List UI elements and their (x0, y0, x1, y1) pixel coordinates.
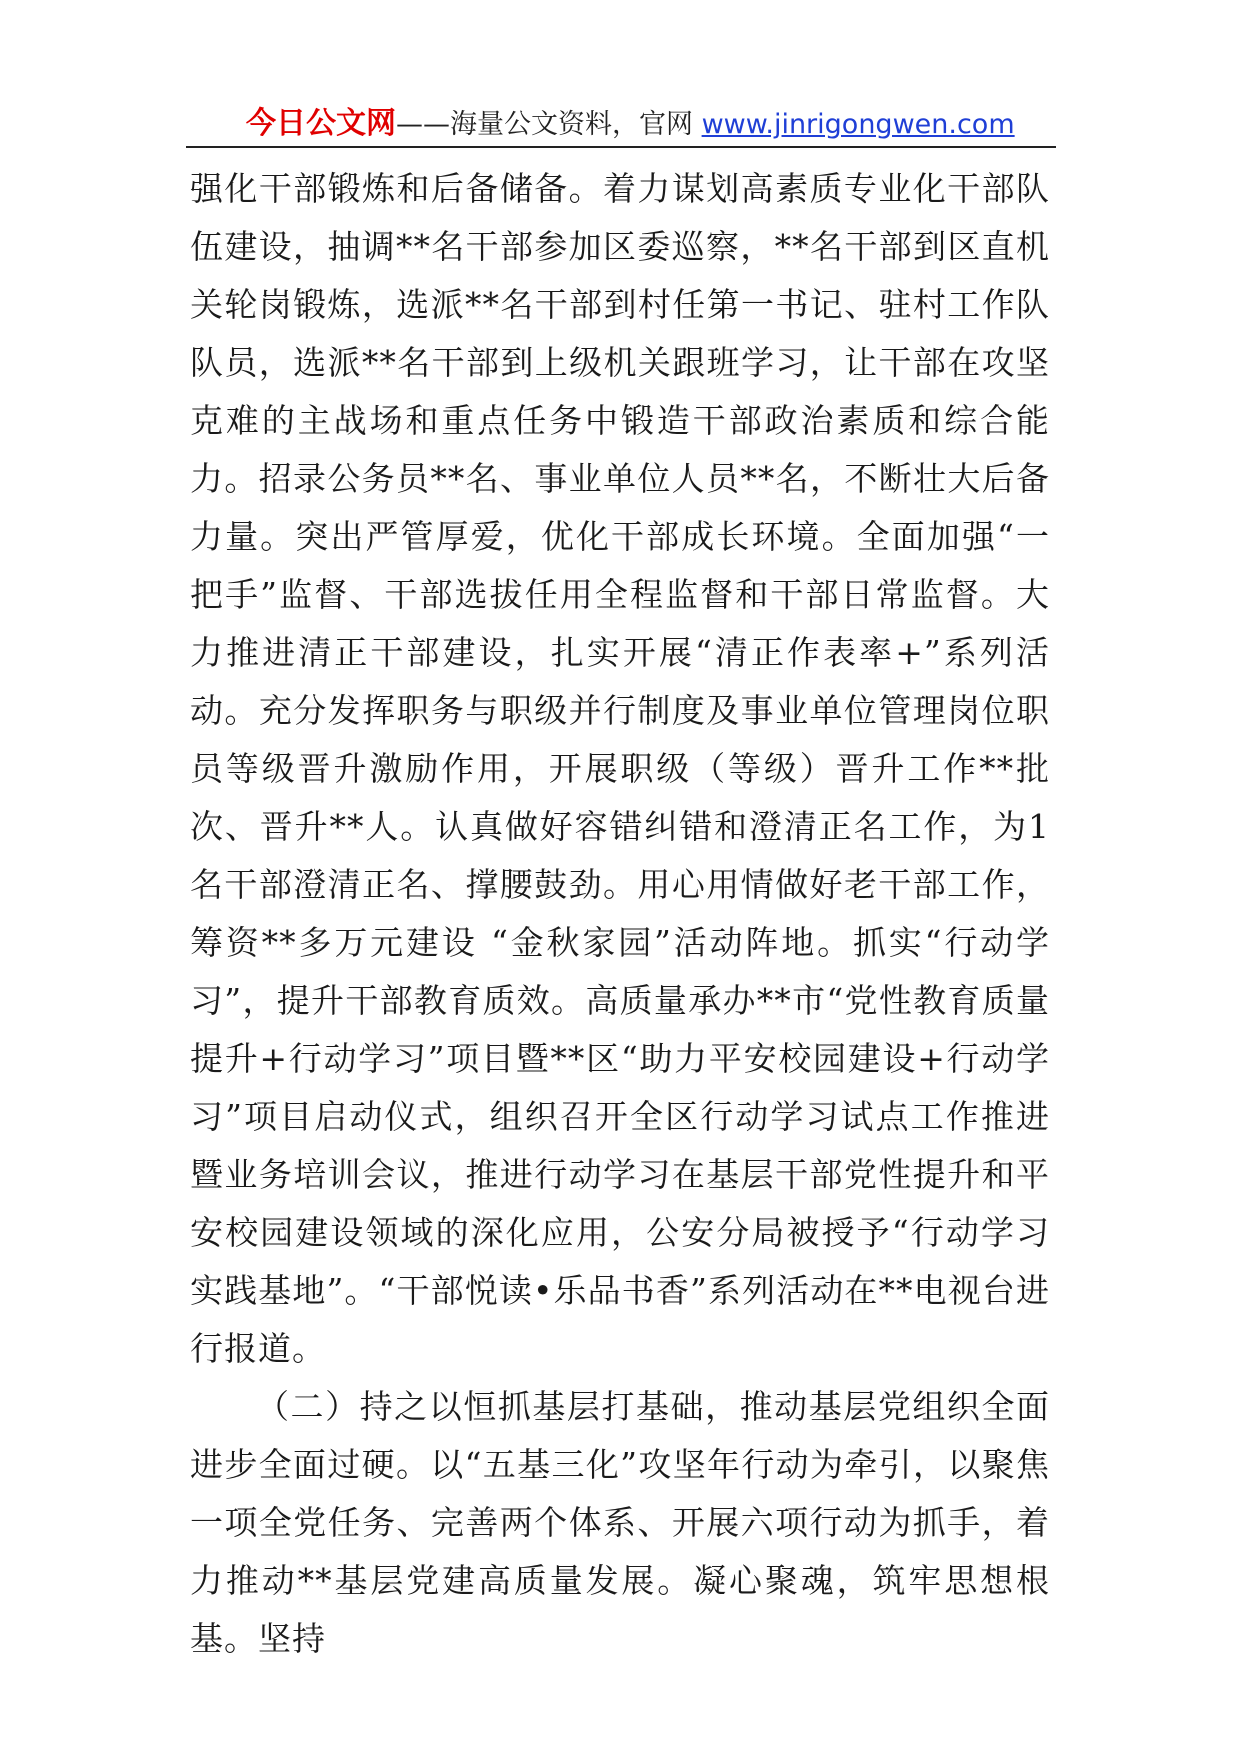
brand-logo-text: 今日公文网 (246, 106, 396, 141)
website-link[interactable]: www.jinrigongwen.com (701, 109, 1015, 140)
page-header (186, 104, 1056, 148)
body-paragraph-1: 强化干部锻炼和后备储备。着力谋划高素质专业化干部队伍建设，抽调**名干部参加区委巡察，**名干部到区直机关轮岗锻炼，选派**名干部到村任第一书记、驻村工作队队员，选派**名干部到上级机关跟班学习，让干部在攻坚克难的主战场和重点任务中锻造干部政治素质和综合能力。招录公务员**名、事业单位人员**名，不断壮大后备力量。突出严管厚爱，优化干部成长环境。全面加强“一把手”监督、干部选拔任用全程监督和干部日常监督。大力推进清正干部建设，扎实开展“清正作表率+”系列活动。充分发挥职务与职级并行制度及事业单位管理岗位职员等级晋升激励作用，开展职级（等级）晋升工作**批次、晋升**人。认真做好容错纠错和澄清正名工作，为1名干部澄清正名、撑腰鼓劲。用心用情做好老干部工作，筹资**多万元建设 “金秋家园”活动阵地。抓实“行动学习”，提升干部教育质效。高质量承办**市“党性教育质量提升+行动学习”项目暨**区“助力平安校园建设+行动学习”项目启动仪式，组织召开全区行动学习试点工作推进暨业务培训会议，推进行动学习在基层干部党性提升和平安校园建设领域的深化应用，公安分局被授予“行动学习实践基地”。“干部悦读•乐品书香”系列活动在**电视台进行报道。 (190, 169, 1051, 1368)
document-body (190, 160, 1050, 1668)
body-paragraph-2: （二）持之以恒抓基层打基础，推动基层党组织全面进步全面过硬。以“五基三化”攻坚年行动为牵引，以聚焦一项全党任务、完善两个体系、开展六项行动为抓手，着力推动**基层党建高质量发展。凝心聚魂，筑牢思想根基。坚持 (190, 1387, 1050, 1658)
header-tagline: ——海量公文资料，官网 (396, 109, 693, 140)
